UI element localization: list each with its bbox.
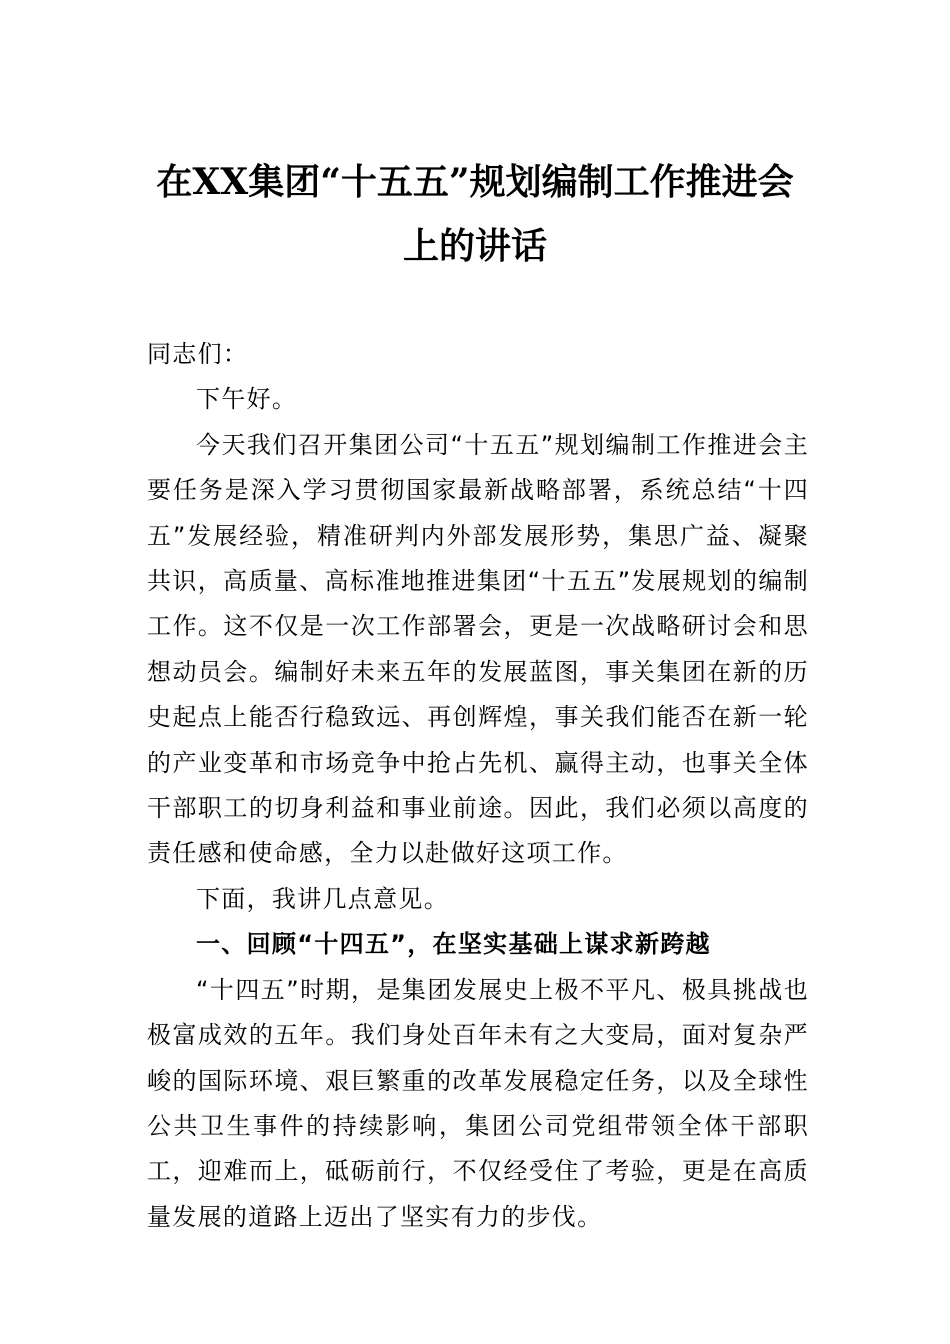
greeting-paragraph: 下午好。 <box>196 385 298 414</box>
document-body <box>147 332 809 1240</box>
title-line-1: 在XX集团“十五五”规划编制工作推进会 <box>156 161 794 203</box>
transition-paragraph: 下面，我讲几点意见。 <box>196 884 449 913</box>
salutation: 同志们： <box>147 340 249 368</box>
review-paragraph: “十四五”时期，是集团发展史上极不平凡、极具挑战也极富成效的五年。我们身处百年未有之大变局，面对复杂严峻的国际环境、艰巨繁重的改革发展稳定任务，以及全球性公共卫生事件的持续影响，集团公司党组带领全体干部职工，迎难而上，砥砺前行，不仅经受住了考验，更是在高质量发展的道路上迈出了坚实有力的步伐。 <box>147 975 809 1231</box>
document-title <box>140 150 810 278</box>
intro-paragraph: 今天我们召开集团公司“十五五”规划编制工作推进会主要任务是深入学习贯彻国家最新战略部署，系统总结“十四五”发展经验，精准研判内外部发展形势，集思广益、凝聚共识，高质量、高标准地推进集团“十五五”发展规划的编制工作。这不仅是一次工作部署会，更是一次战略研讨会和思想动员会。编制好未来五年的发展蓝图，事关集团在新的历史起点上能否行稳致远、再创辉煌，事关我们能否在新一轮的产业变革和市场竞争中抢占先机、赢得主动，也事关全体干部职工的切身利益和事业前途。因此，我们必须以高度的责任感和使命感，全力以赴做好这项工作。 <box>147 430 809 868</box>
section-heading-1: 一、回顾“十四五”，在坚实基础上谋求新跨越 <box>196 930 711 959</box>
title-line-2: 上的讲话 <box>402 225 547 267</box>
